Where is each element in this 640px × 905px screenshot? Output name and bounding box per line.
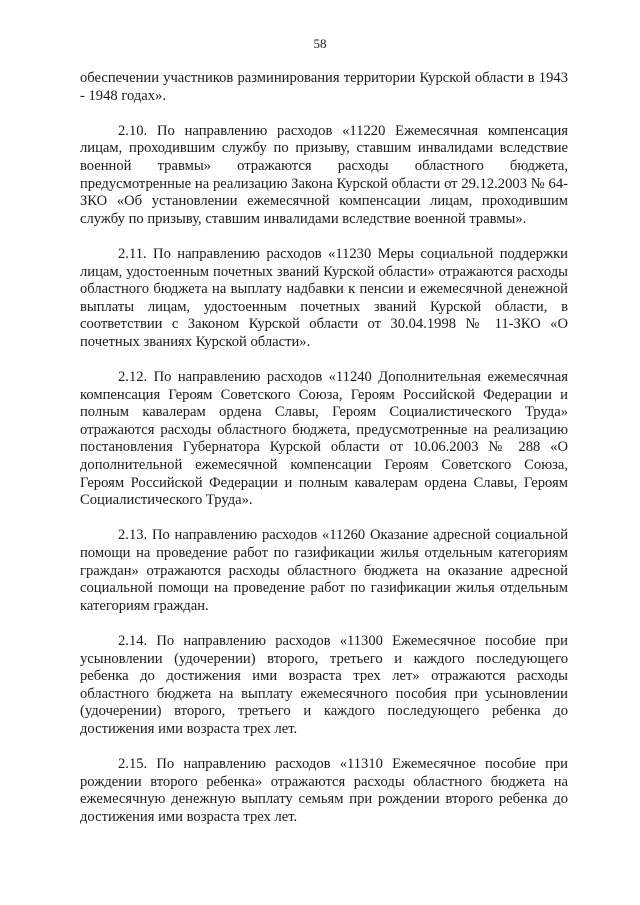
paragraph-2-10: 2.10. По направлению расходов «11220 Ежемесячная компенсация лицам, проходившим службу по призыву, ставшим инвалидами вследствие военной травмы» отражаются расходы областного бюджета, предусмотренные на реализацию Закона Курской области от 29.12.2003 № 64-ЗКО «Об установлении ежемесячной компенсации лицам, проходившим службу по призыву, ставшим инвалидами вследствие военной травмы».: [80, 122, 568, 227]
paragraph-2-14: 2.14. По направлению расходов «11300 Ежемесячное пособие при усыновлении (удочерении) второго, третьего и каждого последующего ребенка до достижения ими возраста трех лет» отражаются расходы областного бюджета на выплату ежемесячного пособия при усыновлении (удочерении) второго, третьего и каждого последующего ребенка до достижения ими возраста трех лет.: [80, 633, 568, 737]
paragraph-continuation: обеспечении участников разминирования территории Курской области в 1943 - 1948 годах».: [80, 70, 568, 104]
paragraph-2-12: 2.12. По направлению расходов «11240 Дополнительная ежемесячная компенсация Героям Советского Союза, Героям Российской Федерации и полным кавалерам ордена Славы, Героям Социалистического Труда» отражаются расходы областного бюджета, предусмотренные на реализацию постановления Губернатора Курской области от 10.06.2003 № 288 «О дополнительной ежемесячной компенсации Героям Советского Союза, Героям Российской Федерации и полным кавалерам ордена Славы, Героям Социалистического Труда».: [80, 369, 568, 509]
page-number: 58: [313, 36, 327, 51]
paragraph-2-13: 2.13. По направлению расходов «11260 Оказание адресной социальной помощи на проведение работ по газификации жилья отдельным категориям граждан» отражаются расходы областного бюджета на оказание адресной социальной помощи на проведение работ по газификации жилья отдельным категориям граждан.: [80, 527, 568, 614]
paragraph-2-11: 2.11. По направлению расходов «11230 Меры социальной поддержки лицам, удостоенным почетных званий Курской области» отражаются расходы областного бюджета на выплату надбавки к пенсии и ежемесячной денежной выплаты лицам, удостоенным почетных званий Курской области, в соответствии с Законом Курской области от 30.04.1998 № 11-ЗКО «О почетных званиях Курской области».: [80, 245, 568, 350]
document-body: [80, 70, 568, 827]
paragraph-2-15: 2.15. По направлению расходов «11310 Ежемесячное пособие при рождении второго ребенка» отражаются расходы областного бюджета на ежемесячную денежную выплату семьям при рождении второго ребенка до достижения ими возраста трех лет.: [80, 756, 568, 825]
